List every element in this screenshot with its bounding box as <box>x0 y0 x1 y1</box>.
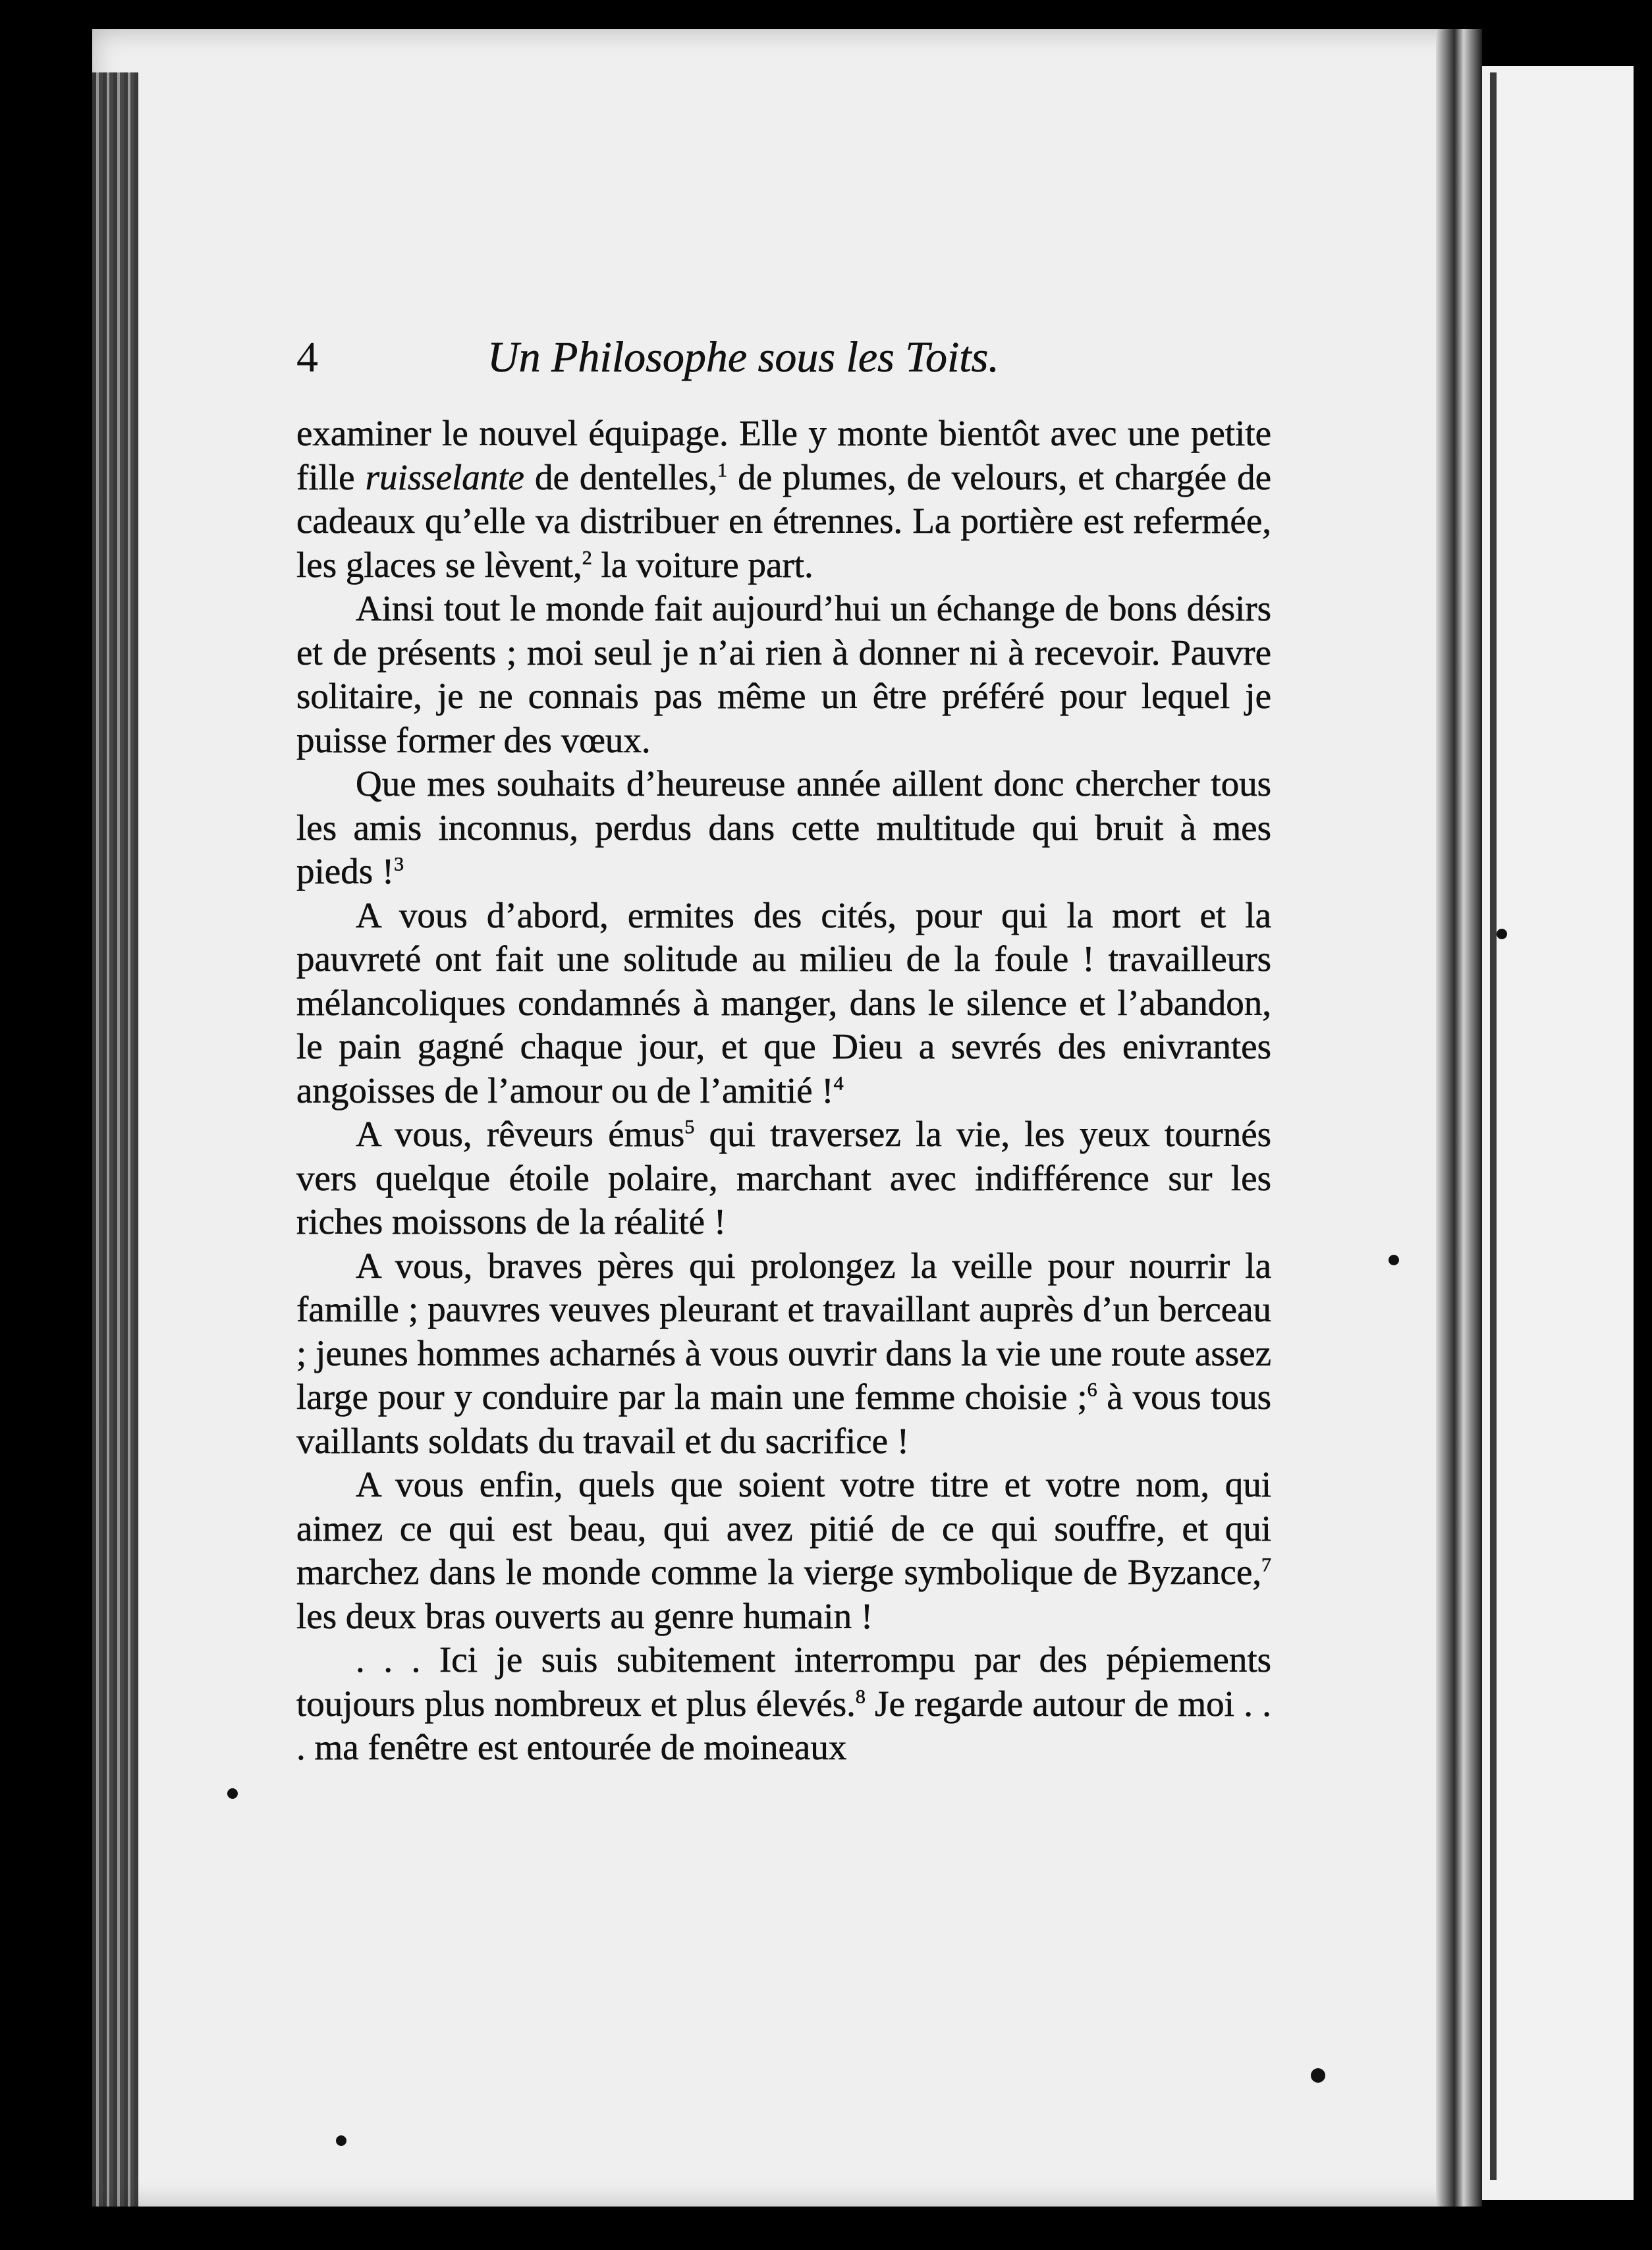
paragraph-p7 <box>296 1463 1271 1638</box>
paragraph-p8 <box>296 1638 1271 1770</box>
page-number: 4 <box>296 333 318 381</box>
footnote-marker: 6 <box>1087 1379 1097 1401</box>
paragraph-text: qui traversez la vie, les yeux tournés vers quelque étoile polaire, marchant avec indifférence sur les riches moissons de la réalité ! <box>296 1114 1272 1242</box>
ink-speck <box>336 2135 346 2146</box>
paragraph-p3 <box>296 762 1271 894</box>
paragraph-text: Ainsi tout le monde fait aujourd’hui un échange de bons désirs et de présents ; moi seul je n’ai rien à donner ni à recevoir. Pauvre solitaire, je ne connais pas même un être préféré pour lequel je puisse former des vœux. <box>296 588 1271 760</box>
paragraph-text: A vous enfin, quels que soient votre titre et votre nom, qui aimez ce qui est beau, qui avez pitié de ce qui souffre, et qui marchez dans le monde comme la vierge symbolique de Byzance, <box>296 1464 1271 1592</box>
body-text <box>296 412 1271 1770</box>
paragraph-text: examiner le nouvel équipage. Elle y monte bientôt avec une petite fille <box>296 413 1271 497</box>
paragraph-text: la voiture part. <box>592 544 813 585</box>
ink-speck <box>1311 2068 1325 2083</box>
paragraph-p5 <box>296 1112 1271 1244</box>
page-edge-right <box>1436 29 1482 2207</box>
paragraph-text: Je regarde autour de moi . . . ma fenêtre est entourée de moineaux <box>296 1683 1271 1767</box>
ink-speck <box>1389 1255 1399 1265</box>
ink-speck <box>227 1788 238 1799</box>
footnote-marker: 4 <box>833 1072 844 1095</box>
gutter-line <box>1490 72 1497 2180</box>
running-head: Un Philosophe sous les Toits. <box>487 333 999 381</box>
italic-word: ruisselante <box>365 456 524 497</box>
paragraph-text: de dentelles, <box>524 456 718 497</box>
page-header <box>296 333 1284 392</box>
footnote-marker: 1 <box>717 459 728 481</box>
paragraph-p2 <box>296 587 1271 762</box>
paragraph-text: . . . Ici je suis subitement interrompu par des pépiements toujours plus nombreux et plus élevés. <box>296 1639 1271 1724</box>
paragraph-text: de plumes, de velours, et chargée de cadeaux qu’elle va distribuer en étrennes. La portière est refermée, les glaces se lèvent, <box>296 456 1271 585</box>
page-edge-left <box>92 72 138 2207</box>
ink-speck <box>1497 929 1507 939</box>
paragraph-text: Que mes souhaits d’heureuse année aillent donc chercher tous les amis inconnus, perdus dans cette multitude qui bruit à mes pieds ! <box>296 763 1271 891</box>
paragraph-p4 <box>296 894 1271 1113</box>
footnote-marker: 3 <box>394 853 404 875</box>
footnote-marker: 2 <box>582 547 592 569</box>
footnote-marker: 5 <box>684 1116 695 1138</box>
paragraph-text: à vous tous vaillants soldats du travail et du sacrifice ! <box>296 1377 1272 1461</box>
paragraph-p6 <box>296 1244 1271 1464</box>
paragraph-text: A vous, braves pères qui prolongez la veille pour nourrir la famille ; pauvres veuves pleurant et travaillant auprès d’un berceau ; jeunes hommes acharnés à vous ouvrir dans la vie une route assez large pour y conduire par la main une femme choisie ; <box>296 1245 1271 1417</box>
paragraph-text: A vous, rêveurs émus <box>356 1114 685 1154</box>
facing-page-stub <box>1482 66 1634 2200</box>
paragraph-p1 <box>296 412 1271 587</box>
footnote-marker: 8 <box>855 1686 866 1708</box>
footnote-marker: 7 <box>1261 1554 1271 1576</box>
paragraph-text: les deux bras ouverts au genre humain ! <box>296 1595 873 1636</box>
paragraph-text: A vous d’abord, ermites des cités, pour qui la mort et la pauvreté ont fait une solitude au milieu de la foule ! travailleurs mélancoliques condamnés à manger, dans le silence et l’abandon, le pain gagné chaque jour, et que Dieu a sevrés des enivrantes angoisses de l’amour ou de l’amitié ! <box>296 894 1271 1111</box>
